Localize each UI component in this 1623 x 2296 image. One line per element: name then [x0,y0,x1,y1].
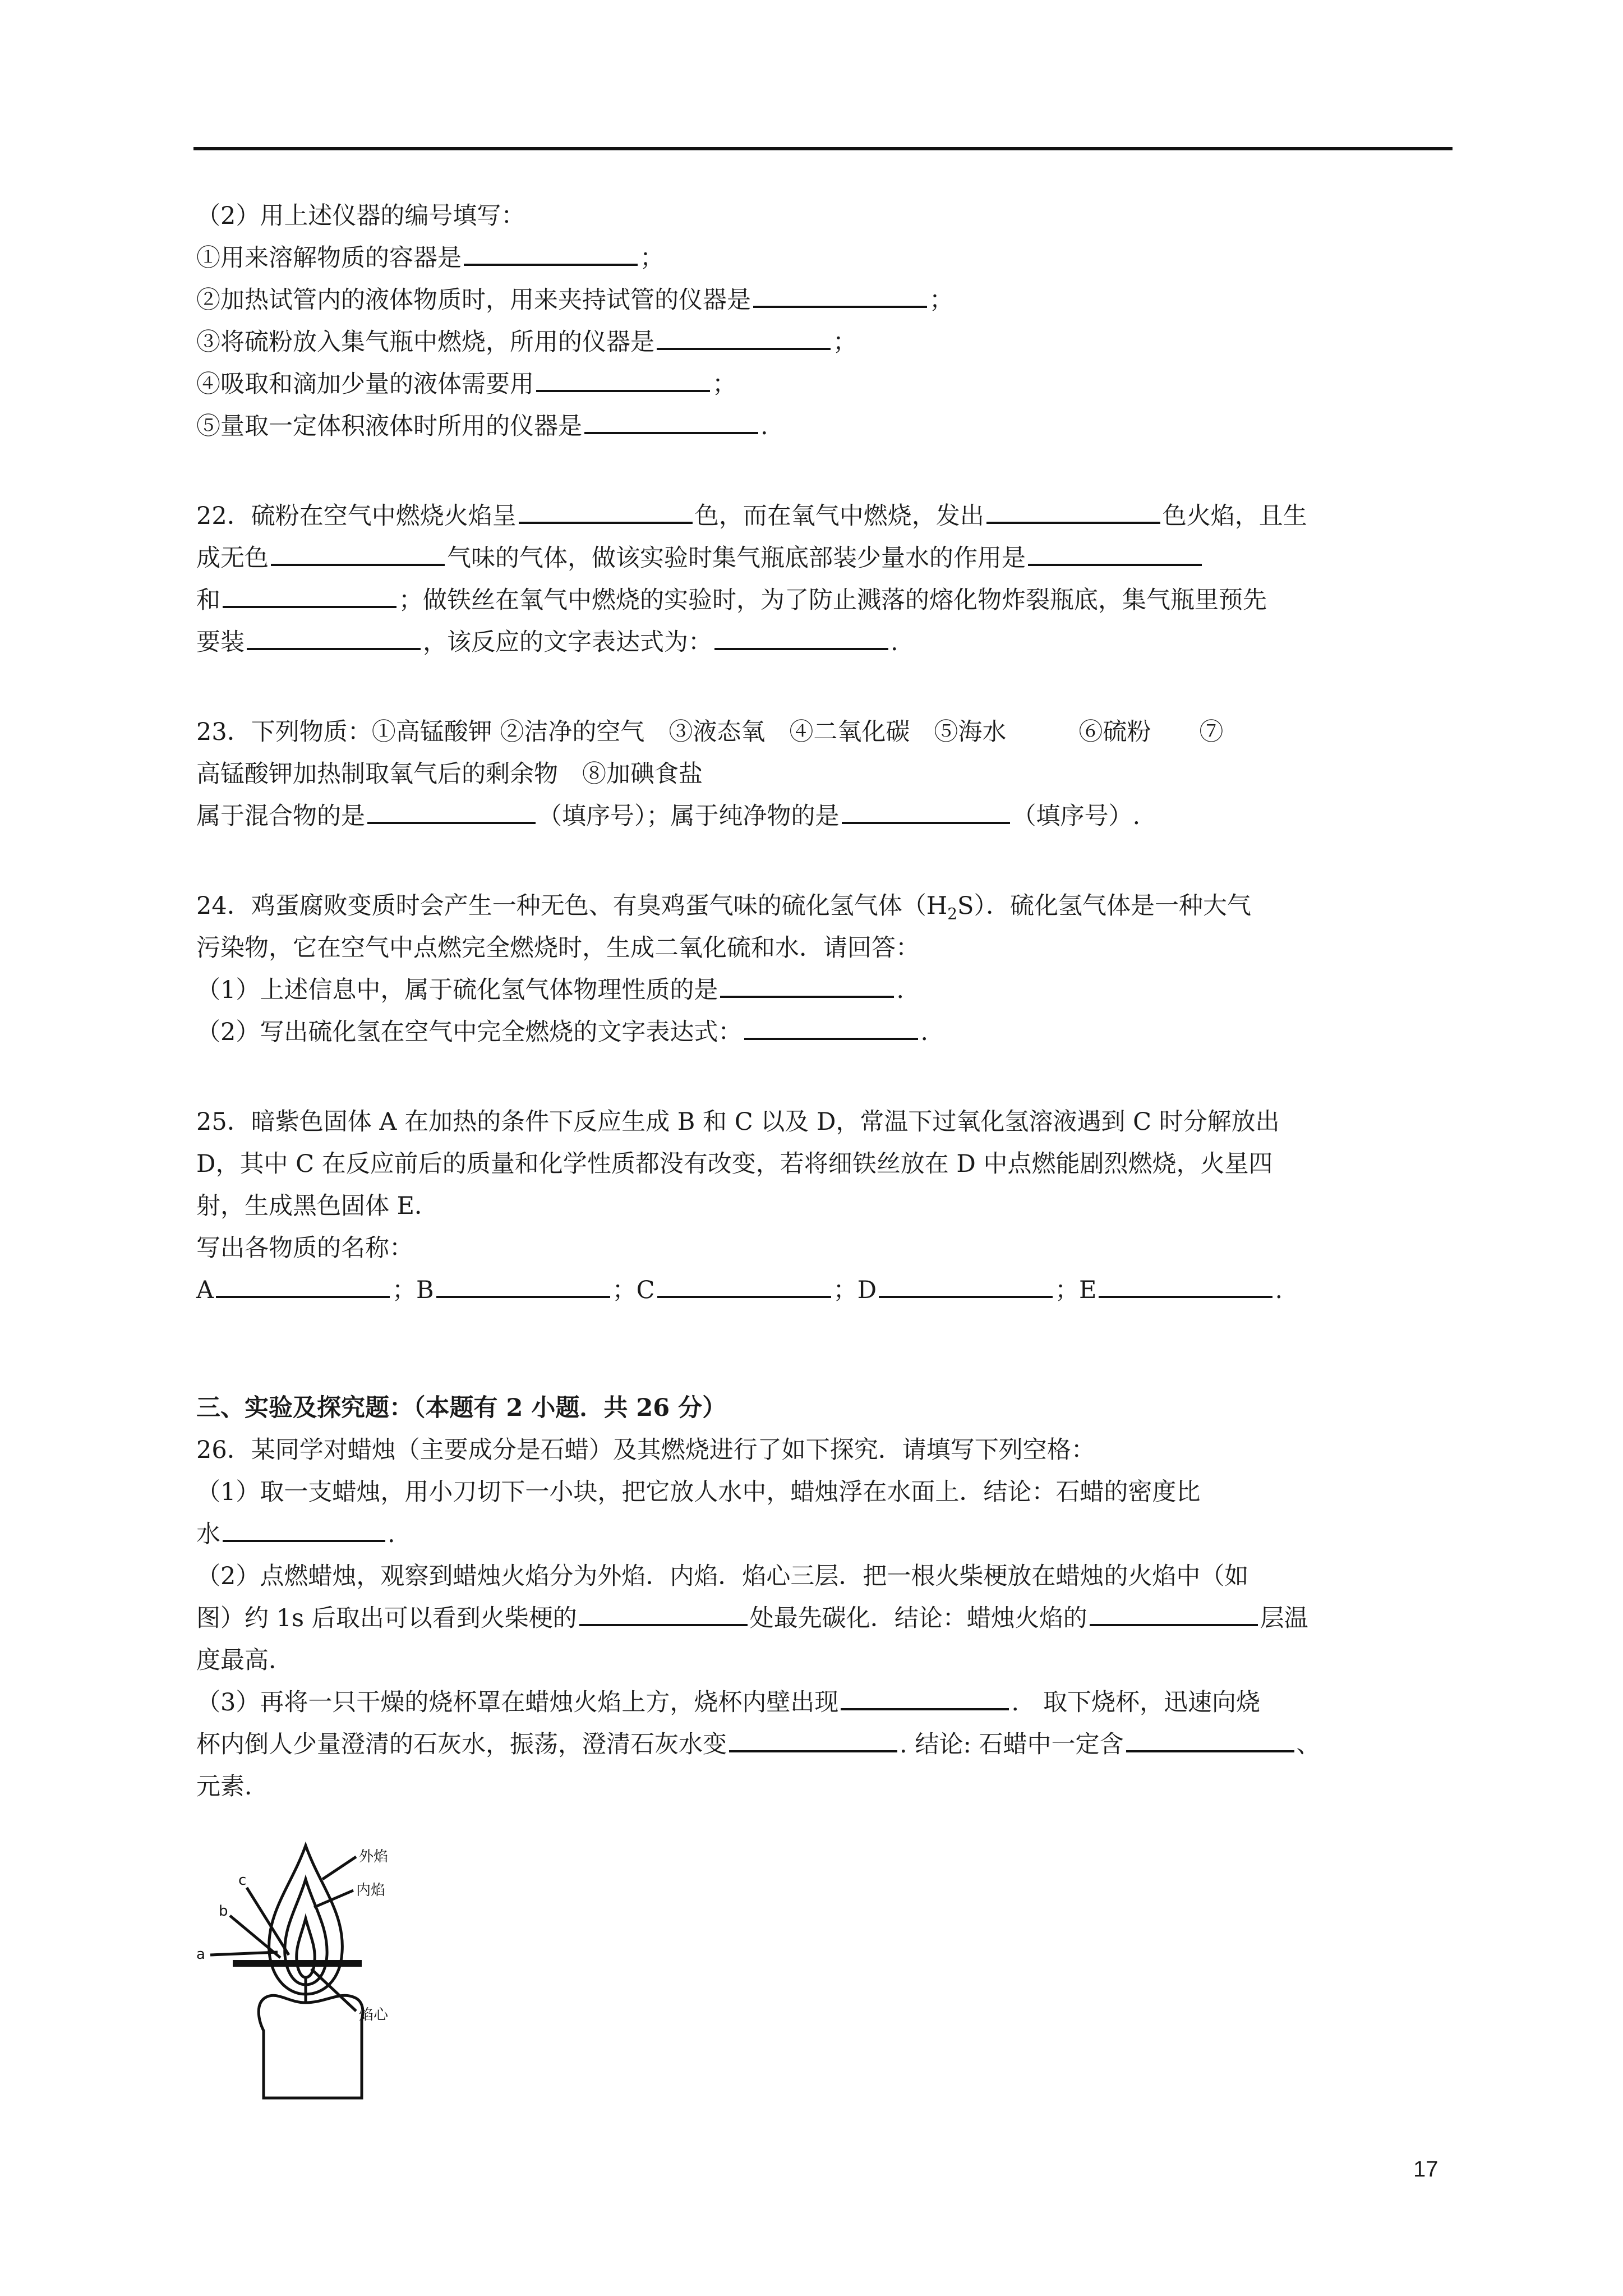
q24-line-2: 污染物，它在空气中点燃完全燃烧时，生成二氧化硫和水．请回答： [196,934,920,962]
answer-blank[interactable] [729,1728,897,1752]
answer-blank[interactable] [216,1273,390,1298]
q26-line-1: 26．某同学对蜡烛（主要成分是石蜡）及其燃烧进行了如下探究．请填写下列空格： [196,1436,1095,1464]
answer-blank[interactable] [367,799,536,824]
q23-line-3: 属于混合物的是 （填序号）；属于纯净物的是 （填序号）. [196,799,1140,833]
answer-blank[interactable] [536,367,710,392]
answer-blank[interactable] [714,625,888,650]
answer-blank[interactable] [1090,1602,1258,1626]
q26-line-4: （2）点燃蜡烛，观察到蜡烛火焰分为外焰．内焰．焰心三层．把一根火柴梗放在蜡烛的火焰中（如 [196,1562,1249,1590]
q25-answers: A ；B ；C ；D ；E . [196,1273,1283,1307]
q26-line-2: （1）取一支蜡烛，用小刀切下一小块，把它放人水中，蜡烛浮在水面上．结论：石蜡的密度比 [196,1478,1201,1506]
answer-blank[interactable] [436,1273,610,1298]
q25-line-3: 射，生成黑色固体 E． [196,1192,439,1220]
answer-blank[interactable] [271,541,445,566]
q25-line-1: 25．暗紫色固体 A 在加热的条件下反应生成 B 和 C 以及 D，常温下过氧化氢溶液遇到 C 时分解放出 [196,1108,1280,1136]
header-rule [193,147,1453,150]
answer-blank[interactable] [223,1517,385,1542]
label-b: b [219,1903,228,1920]
answer-blank[interactable] [842,799,1010,824]
inner-flame [285,1879,327,1985]
q22-line-4: 要装 ，该反应的文字表达式为： . [196,625,898,659]
q21-item-4: ④吸取和滴加少量的液体需要用 ； [196,367,736,401]
q26-line-6: 度最高． [196,1646,293,1674]
answer-blank[interactable] [879,1273,1053,1298]
answer-blank[interactable] [1028,541,1202,566]
answer-blank[interactable] [247,625,421,650]
candle-flame-figure [193,1834,418,2104]
answer-blank[interactable] [753,283,927,308]
q21-item-3: ③将硫粉放入集气瓶中燃烧，所用的仪器是 ； [196,325,857,359]
page-number: 17 [1413,2157,1438,2182]
q21-item-2: ②加热试管内的液体物质时，用来夹持试管的仪器是 ； [196,283,953,317]
candle-body [259,1995,363,2098]
answer-blank[interactable] [1126,1728,1294,1752]
label-inner-flame: 内焰 [356,1882,386,1899]
answer-blank[interactable] [223,583,396,608]
q26-line-5: 图）约 1s 后取出可以看到火柴梗的 处最先碳化．结论：蜡烛火焰的 层温 [196,1602,1308,1635]
label-flame-core: 焰心 [359,2007,389,2023]
q26-line-9: 元素． [196,1773,269,1801]
q25-line-2: D，其中 C 在反应前后的质量和化学性质都没有改变，若将细铁丝放在 D 中点燃能剧烈燃烧，火星四 [196,1150,1273,1178]
answer-blank[interactable] [657,1273,831,1298]
q24-line-3: （1）上述信息中，属于硫化氢气体物理性质的是 . [196,973,904,1007]
answer-blank[interactable] [744,1015,918,1040]
q26-line-3: 水 . [196,1517,395,1551]
answer-blank[interactable] [584,409,758,434]
q22-line-2: 成无色 气味的气体，做该实验时集气瓶底部装少量水的作用是 [196,541,1204,575]
q23-line-2: 高锰酸钾加热制取氧气后的剩余物 ⑧加碘食盐 [196,760,703,788]
answer-blank[interactable] [1099,1273,1272,1298]
q22-line-1: 22．硫粉在空气中燃烧火焰呈 色，而在氧气中燃烧，发出 色火焰，且生 [196,499,1307,533]
label-a: a [196,1946,205,1963]
answer-blank[interactable] [986,499,1160,524]
answer-blank[interactable] [841,1686,1009,1710]
q24-line-1: 24．鸡蛋腐败变质时会产生一种无色、有臭鸡蛋气味的硫化氢气体$(H_2S)$．硫化氢气体是一种大气 [196,892,1252,923]
q21-item-5: ⑤量取一定体积液体时所用的仪器是 . [196,409,768,443]
label-outer-flame: 外焰 [359,1848,389,1865]
answer-blank[interactable] [464,241,638,266]
answer-blank[interactable] [657,325,831,350]
answer-blank[interactable] [720,973,894,998]
q21-part2-intro: （2）用上述仪器的编号填写： [196,202,525,230]
label-c: c [238,1872,247,1889]
q24-line-4: （2）写出硫化氢在空气中完全燃烧的文字表达式： . [196,1015,928,1049]
answer-blank[interactable] [519,499,693,524]
section-3-title: 三、实验及探究题：（本题有 2 小题．共 26 分） [196,1394,727,1422]
q21-item-1: ①用来溶解物质的容器是 ； [196,241,664,275]
answer-blank[interactable] [579,1602,748,1626]
q26-line-8: 杯内倒人少量澄清的石灰水，振荡，澄清石灰水变 . 结论: 石蜡中一定含 、 [196,1728,1321,1761]
q26-line-7: （3）再将一只干燥的烧杯罩在蜡烛火焰上方，烧杯内壁出现 . 取下烧杯，迅速向烧 [196,1686,1260,1719]
q23-line-1: 23．下列物质：①高锰酸钾 ②洁净的空气 ③液态氧 ④二氧化碳 ⑤海水 ⑥硫粉 ⑦ [196,718,1224,746]
q22-line-3: 和 ；做铁丝在氧气中燃烧的实验时，为了防止溅落的熔化物炸裂瓶底，集气瓶里预先 [196,583,1267,617]
q25-line-4: 写出各物质的名称： [196,1234,413,1262]
